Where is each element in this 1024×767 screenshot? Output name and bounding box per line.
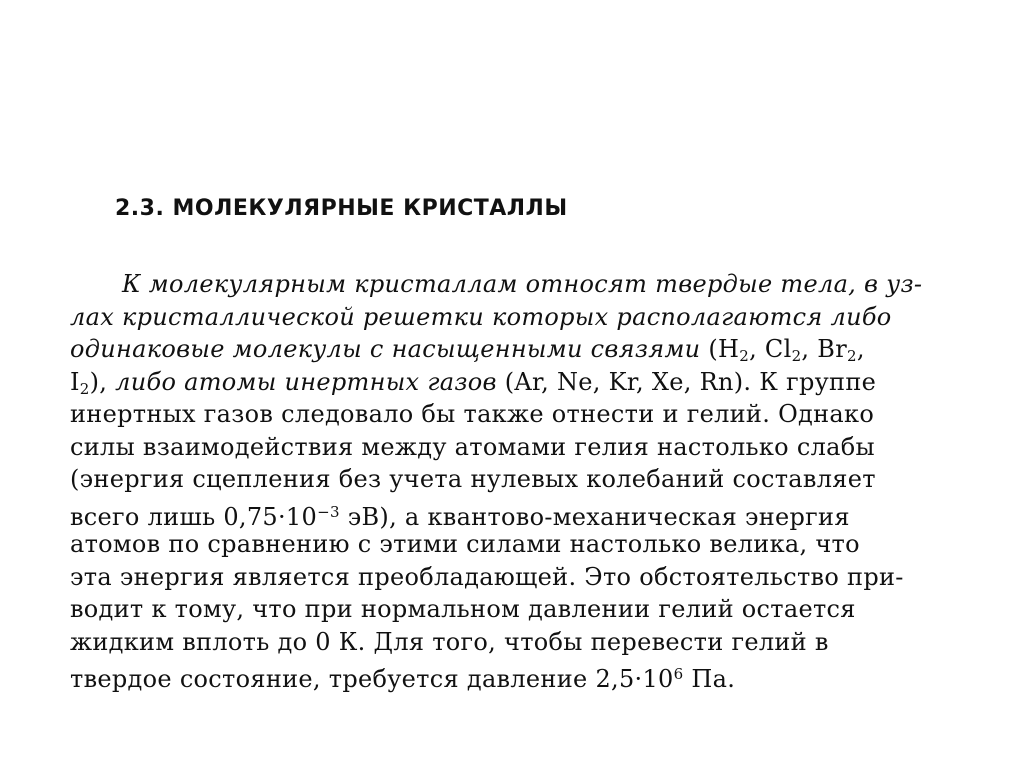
formula-comma: , <box>856 335 865 363</box>
noble-gases: (Ar, Ne, Kr, Xe, Rn). К группе <box>496 367 877 396</box>
text-line-3-italic: одинаковые молекулы с насыщенными связями <box>70 335 701 363</box>
body-paragraph <box>70 268 970 691</box>
text-line-8 <box>70 496 970 529</box>
formula-cl2: , Cl <box>749 335 792 363</box>
subscript-i2: 2 <box>79 379 90 398</box>
formula-h2: (H <box>700 335 740 363</box>
text-line-1: К молекулярным кристаллам относят твердые тела, в уз- <box>122 270 923 298</box>
text-line-2: лах кристаллической решетки которых располагаются либо <box>70 302 892 331</box>
text-line-6: силы взаимодействия между атомами гелия настолько слабы <box>70 432 875 461</box>
text-line-4-italic: либо атомы инертных газов <box>115 367 497 396</box>
formula-i2: I <box>70 367 80 396</box>
text-line-8-rest: эВ), а квантово-механическая энергия <box>339 502 850 531</box>
subscript-cl2: 2 <box>791 347 802 365</box>
text-line-5: инертных газов следовало бы также отнести и гелий. Однако <box>70 400 875 428</box>
text-line-12: жидким вплоть до 0 К. Для того, чтобы перевести гелий в <box>70 627 829 656</box>
text-line-3 <box>70 333 970 366</box>
energy-exponent: −3 <box>317 502 340 521</box>
pressure-value: твердое состояние, требуется давление 2,5·10 <box>70 665 674 693</box>
text-line-7: (энергия сцепления без учета нулевых колебаний составляет <box>70 465 876 493</box>
pressure-exponent: 6 <box>673 665 684 683</box>
text-line-10: эта энергия является преобладающей. Это обстоятельство при- <box>70 562 904 591</box>
text-line-13-rest: Па. <box>683 665 736 693</box>
text-line-9: атомов по сравнению с этими силами настолько велика, что <box>70 530 860 558</box>
formula-br2: , Br <box>801 335 847 363</box>
section-title: МОЛЕКУЛЯРНЫЕ КРИСТАЛЛЫ <box>172 196 568 221</box>
energy-value: всего лишь 0,75·10 <box>70 502 318 531</box>
text-line-4 <box>70 366 970 399</box>
section-number: 2.3. <box>115 196 165 221</box>
formula-close: ), <box>89 367 116 396</box>
text-line-13 <box>70 658 970 691</box>
section-heading <box>115 196 568 221</box>
subscript-br2: 2 <box>847 347 857 365</box>
text-line-11: водит к тому, что при нормальном давлении гелий остается <box>70 595 856 623</box>
subscript-h2: 2 <box>739 347 750 365</box>
